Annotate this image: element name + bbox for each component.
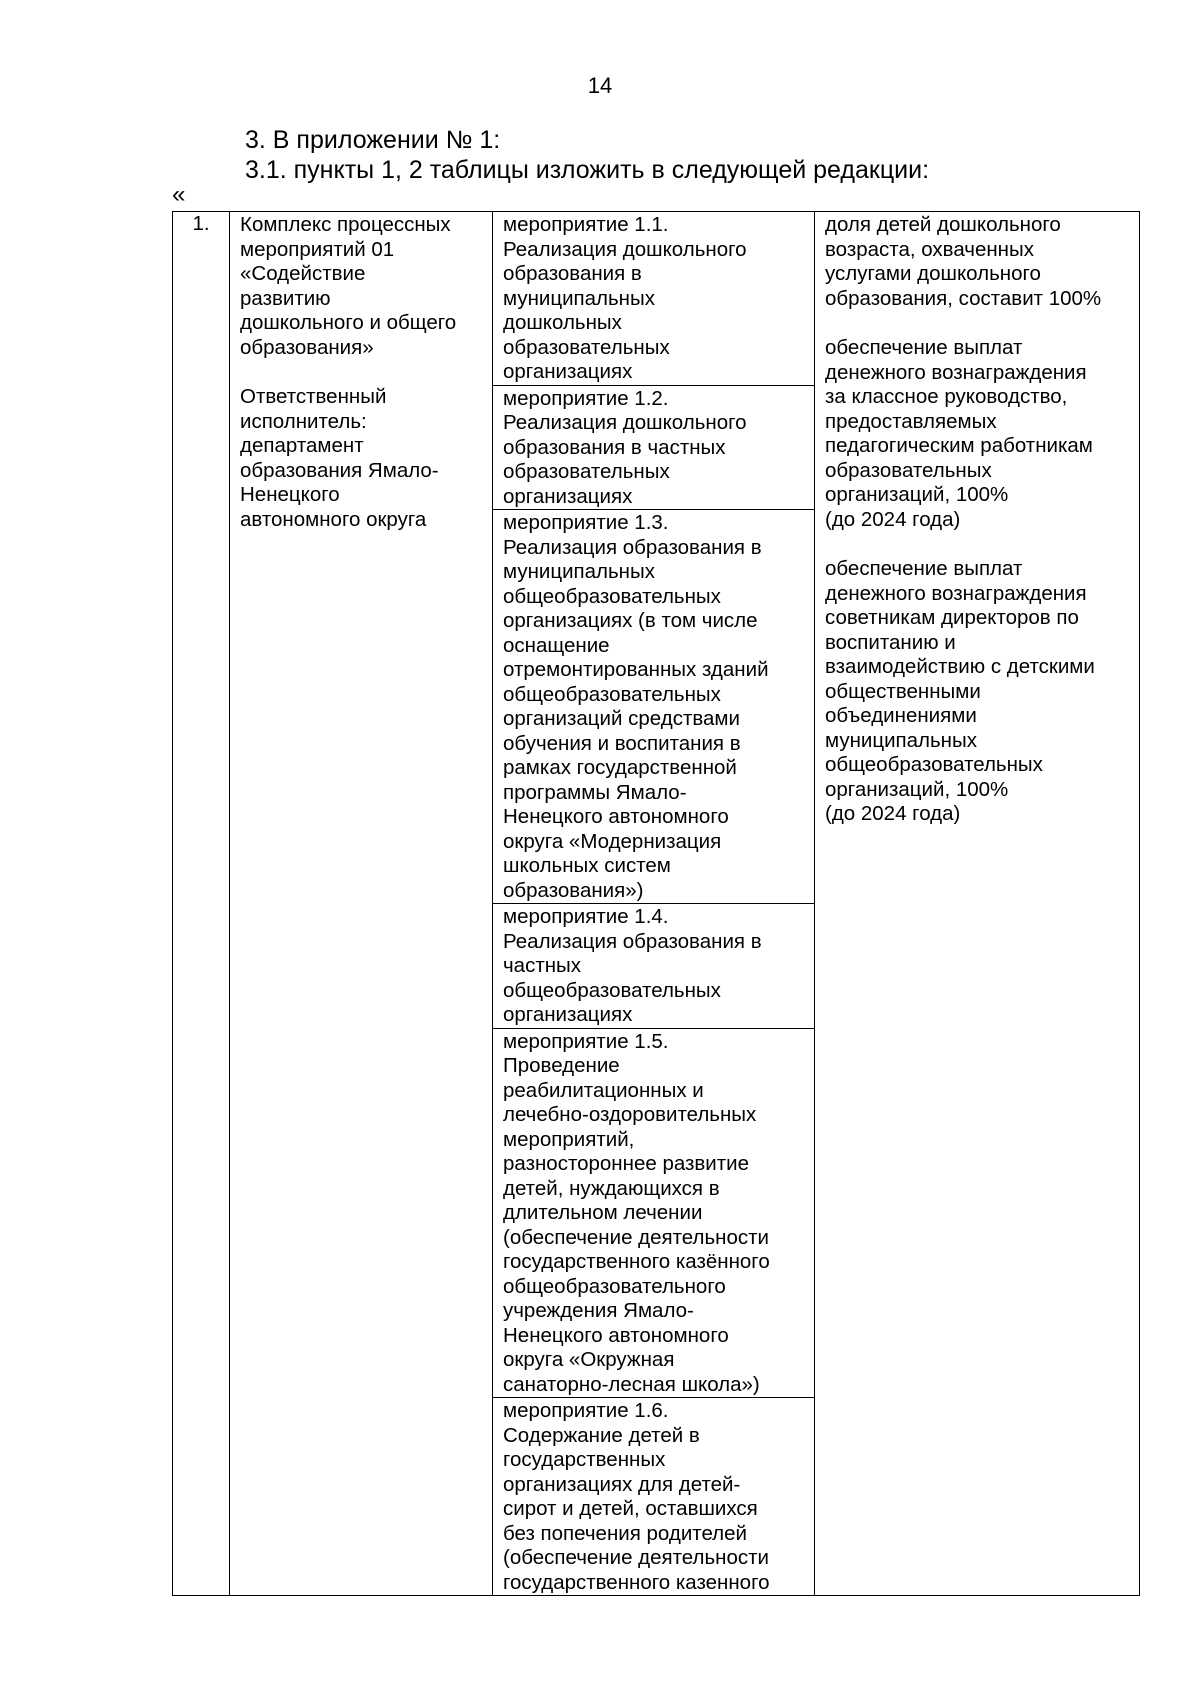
complex-cell [230, 212, 493, 1596]
responsible-executor: Ответственный исполнитель: департамент образования Ямало- Ненецкого автономного округа [240, 385, 439, 531]
event-1-2: мероприятие 1.2. Реализация дошкольного образования в частных образовательных организациях [493, 386, 814, 511]
complex-title: Комплекс процессных мероприятий 01 «Содействие развитию дошкольного и общего образования» [240, 213, 457, 359]
open-quote: « [172, 181, 186, 208]
intro-line-appendix: 3. В приложении № 1: [245, 126, 501, 154]
events-cell [493, 212, 815, 1596]
indicator-advisor-payments: обеспечение выплат денежного вознаграждения советникам директоров по воспитанию и взаимодействию с детскими общественными объединениями муниципальных общеобразовательных организаций, 100% (до 2024 года) [825, 557, 1095, 825]
event-1-4: мероприятие 1.4. Реализация образования в частных общеобразовательных организациях [493, 904, 814, 1029]
event-1-3: мероприятие 1.3. Реализация образования в муниципальных общеобразовательных организациях (в том числе оснащение отремонтированных зданий общеобразовательных организаций средствами обучения и воспитания в рамках государственной программы Ямало- Ненецкого автономного округа «Модернизация школьных систем образования») [493, 510, 814, 904]
row-number: 1. [192, 212, 210, 235]
event-1-6: мероприятие 1.6. Содержание детей в государственных организациях для детей- сирот и детей, оставшихся без попечения родителей (обеспечение деятельности государственного казенного [503, 1399, 770, 1594]
event-1-5: мероприятие 1.5. Проведение реабилитационных и лечебно-оздоровительных мероприятий, разностороннее развитие детей, нуждающихся в длительном лечении (обеспечение деятельности государственного казённого общеобразовательного учреждения Ямало- Ненецкого автономного округа «Окружная санаторно-лесная школа») [493, 1029, 814, 1399]
indicator-class-teacher-payments: обеспечение выплат денежного вознаграждения за классное руководство, предоставляемых педагогическим работникам образовательных организаций, 100% (до 2024 года) [825, 336, 1093, 531]
table-row [173, 212, 1140, 1596]
indicator-preschool-coverage: доля детей дошкольного возраста, охваченных услугами дошкольного образования, составит 100% [825, 213, 1102, 310]
program-table [172, 211, 1140, 1596]
indicators-cell [815, 212, 1140, 1596]
events-list [493, 212, 814, 1595]
row-number-cell [173, 212, 230, 1596]
event-1-1: мероприятие 1.1. Реализация дошкольного образования в муниципальных дошкольных образовательных организациях [493, 212, 814, 386]
page-number: 14 [587, 73, 613, 98]
intro-line-instruction: 3.1. пункты 1, 2 таблицы изложить в следующей редакции: [245, 156, 930, 184]
